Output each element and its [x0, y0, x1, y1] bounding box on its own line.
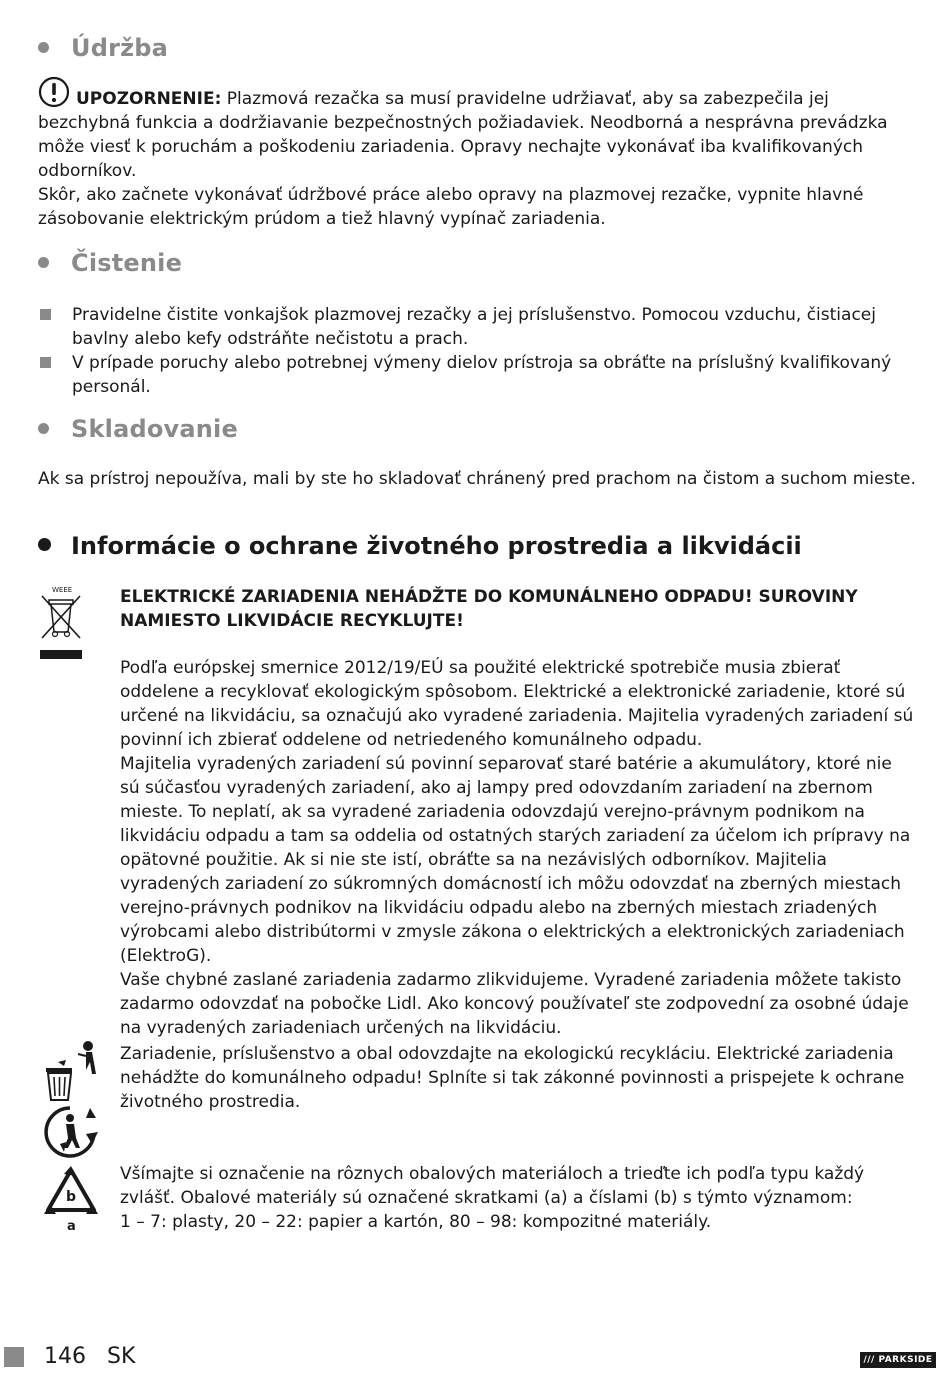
footer-page-info [44, 1344, 135, 1369]
bullet-dot [38, 538, 51, 551]
warning-text: Plazmová rezačka sa musí pravidelne udržiavať, aby sa zabezpečila jej bezchybná funkcia a dodržiavanie bezpečnostných požiadaviek. Neodborná a nesprávna prevádzka môže viesť k poruchám a poškodeniu zariadenia. Opravy nechajte vykonávať iba kvalifikovaných odborníkov. [38, 89, 888, 181]
environment-paragraph-3: Vaše chybné zaslané zariadenia zadarmo zlikvidujeme. Vyradené zariadenia môžete takisto zadarmo odovzdať na pobočke Lidl. Ako koncový používateľ ste zodpovední za osobné údaje na vyradených zariadeniach určených na likvidáciu. [120, 970, 909, 1038]
square-bullet [40, 309, 51, 320]
warning-label: UPOZORNENIE: [76, 89, 222, 109]
bullet-dot [38, 257, 49, 268]
trash-recycle-icon [40, 1040, 100, 1102]
parkside-logo [860, 1352, 936, 1368]
storage-paragraph: Ak sa prístroj nepoužíva, mali by ste ho skladovať chránený pred prachom na čistom a suchom mieste. [38, 469, 916, 489]
weee-bin-icon [36, 584, 88, 664]
footer-marker [4, 1347, 24, 1367]
environment-heading-text: Informácie o ochrane životného prostredia a likvidácii [71, 532, 802, 560]
maintenance-warning [38, 76, 908, 231]
bullet-dot [38, 42, 49, 53]
list-item [38, 351, 898, 399]
packaging-text-block [120, 1162, 915, 1234]
brand-text: /// PARKSIDE [863, 1355, 933, 1365]
weee-caps-warning: ELEKTRICKÉ ZARIADENIA NEHÁDŽTE DO KOMUNÁLNEHO ODPADU! SUROVINY NAMIESTO LIKVIDÁCIE RECYKLUJTE! [120, 587, 858, 631]
page-number: 146 [44, 1344, 86, 1369]
recycling-code-a: a [67, 1219, 76, 1234]
maintenance-heading-text: Údržba [71, 34, 169, 62]
recycle-paragraph: Zariadenie, príslušenstvo a obal odovzdajte na ekologickú recykláciu. Elektrické zariadenia nehádžte do komunálneho odpadu! Splníte si tak zákonné povinnosti a prispejete k ochrane životného prostredia. [120, 1044, 905, 1112]
packaging-paragraph: Všímajte si označenie na rôznych obalových materiáloch a trieďte ich podľa typu každý zvlášť. Obalové materiály sú označené skratkami (a) a číslami (b) s týmto významom: [120, 1164, 865, 1208]
square-bullet [40, 357, 51, 368]
environment-paragraph-2: Majitelia vyradených zariadení sú povinní separovať staré batérie a akumulátory, ktoré nie sú súčasťou vyradených zariadení, ako aj lampy pred odovzdaním zariadení na zbernom mieste. To neplatí, ak sa vyradené zariadenia odovzdajú verejno-právnym podnikom na likvidáciu odpadu a tam sa oddelia od ostatných starých zariadení za účelom ich prípravy na opätovné použitie. Ak si nie ste istí, obráťte sa na nezávislých odborníkov. Majitelia vyradených zariadení zo súkromných domácností ich môžu odovzdať na zberných miestach verejno-právnych podnikov na likvidáciu odpadu alebo na zberných miestach zriadených výrobcami alebo distribútormi v zmysle zákona o elektrických a elektronických zariadeniach (ElektroG). [120, 754, 911, 966]
storage-heading-text: Skladovanie [71, 415, 238, 443]
section-heading-storage [38, 415, 238, 443]
recycling-code-b: b [66, 1189, 77, 1205]
recycling-code-icon [40, 1164, 102, 1234]
maintenance-paragraph: Skôr, ako začnete vykonávať údržbové práce alebo opravy na plazmovej rezačke, vypnite hlavné zásobovanie elektrickým prúdom a tiež hlavný vypínač zariadenia. [38, 185, 864, 229]
weee-label: WEEE [52, 586, 73, 594]
warning-icon [38, 76, 70, 108]
cleaning-item-text: V prípade poruchy alebo potrebnej výmeny dielov prístroja sa obráťte na príslušný kvalifikovaný personál. [72, 353, 892, 397]
cleaning-heading-text: Čistenie [71, 249, 183, 277]
cleaning-item-text: Pravidelne čistite vonkajšok plazmovej rezačky a jej príslušenstvo. Pomocou vzduchu, čistiacej bavlny alebo kefy odstráňte nečistotu a prach. [72, 305, 876, 349]
environment-paragraph-1: Podľa európskej smernice 2012/19/EÚ sa použité elektrické spotrebiče musia zbierať oddelene a recyklovať ekologickým spôsobom. Elektrické a elektronické zariadenie, ktoré sú určené na likvidáciu, sa označujú ako vyradené zariadenia. Majitelia vyradených zariadení sú povinní ich zbierať oddelene od netriedeného komunálneho odpadu. [120, 658, 914, 750]
section-heading-maintenance [38, 34, 168, 62]
section-heading-cleaning [38, 249, 182, 277]
language-code: SK [106, 1344, 136, 1369]
recycle-person-icon [40, 1104, 102, 1160]
environment-text-block [120, 656, 915, 1040]
packaging-codes: 1 – 7: plasty, 20 – 22: papier a kartón, 80 – 98: kompozitné materiály. [120, 1212, 712, 1232]
bullet-dot [38, 423, 49, 434]
section-heading-environment [38, 532, 802, 560]
list-item [38, 303, 898, 351]
